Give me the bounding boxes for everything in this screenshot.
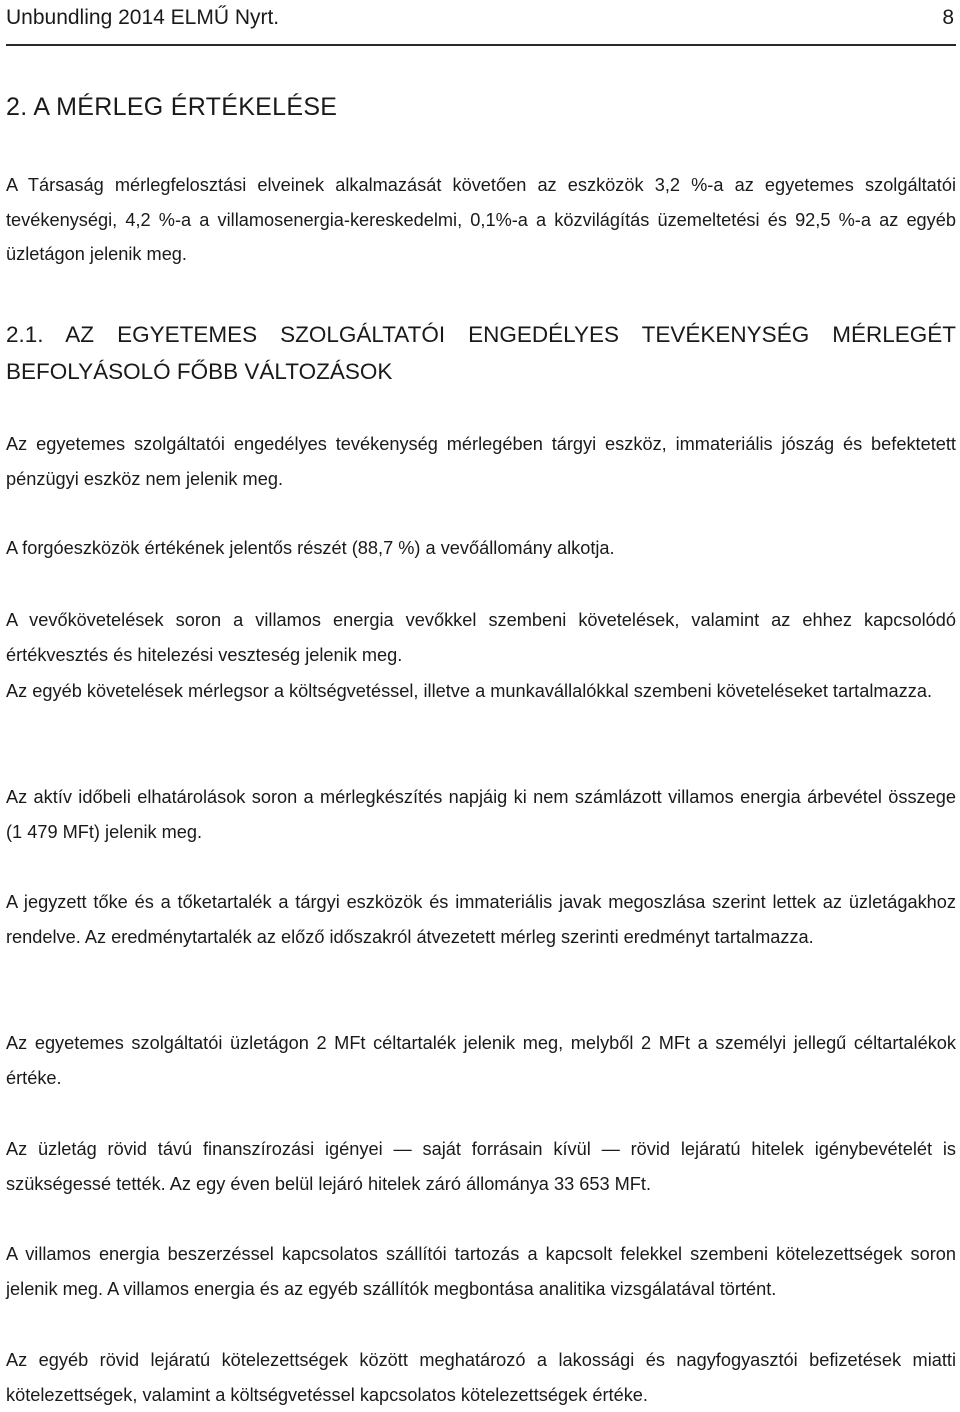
section-heading: 2. A MÉRLEG ÉRTÉKELÉSE — [6, 93, 338, 121]
paragraph: A forgóeszközök értékének jelentős részét (88,7 %) a vevőállomány alkotja. — [6, 538, 615, 558]
page-number: 8 — [942, 6, 954, 29]
section-intro-paragraph: A Társaság mérlegfelosztási elveinek alkalmazását követően az eszközök 3,2 %-a az egyetemes szolgáltatói tevékenységi, 4,2 %-a a villamosenergia-kereskedelmi, 0,1%-a a közvilágítás üzemeltetési és 92,5 %-a az egyéb üzletágon jelenik meg. — [6, 175, 956, 264]
paragraph: Az aktív időbeli elhatárolások soron a mérlegkészítés napjáig ki nem számlázott villamos energia árbevétel összege (1 479 MFt) jelenik meg. — [6, 787, 956, 842]
paragraph: Az egyéb követelések mérlegsor a költségvetéssel, illetve a munkavállalókkal szembeni követeléseket tartalmazza. — [6, 681, 932, 701]
paragraph: A vevőkövetelések soron a villamos energia vevőkkel szembeni követelések, valamint az ehhez kapcsolódó értékvesztés és hitelezési veszteség jelenik meg. — [6, 610, 956, 665]
subsection-heading-line2: BEFOLYÁSOLÓ FŐBB VÁLTOZÁSOK — [6, 359, 393, 384]
paragraph: A villamos energia beszerzéssel kapcsolatos szállítói tartozás a kapcsolt felekkel szembeni kötelezettségek soron jelenik meg. A villamos energia és az egyéb szállítók megbontása analitika vizsgálatával történt. — [6, 1244, 956, 1299]
page-header — [6, 0, 956, 46]
paragraph: A jegyzett tőke és a tőketartalék a tárgyi eszközök és immateriális javak megoszlása szerint lettek az üzletágakhoz rendelve. Az eredménytartalék az előző időszakról átvezetett mérleg szerinti eredményt tartalmazza. — [6, 892, 956, 947]
paragraph: Az egyetemes szolgáltatói engedélyes tevékenység mérlegében tárgyi eszköz, immateriális jószág és befektetett pénzügyi eszköz nem jelenik meg. — [6, 434, 956, 489]
header-title: Unbundling 2014 ELMŰ Nyrt. — [6, 6, 280, 29]
paragraph: Az üzletág rövid távú finanszírozási igényei — saját forrásain kívül — rövid lejáratú hitelek igénybevételét is szükségessé tették. Az egy éven belül lejáró hitelek záró állománya 33 653 MFt. — [6, 1139, 956, 1194]
subsection-heading-line1: 2.1. AZ EGYETEMES SZOLGÁLTATÓI ENGEDÉLYES TEVÉKENYSÉG MÉRLEGÉT — [6, 322, 956, 347]
paragraph: Az egyéb rövid lejáratú kötelezettségek között meghatározó a lakossági és nagyfogyasztói befizetések miatti kötelezettségek, valamint a költségvetéssel kapcsolatos kötelezettségek értéke. — [6, 1350, 956, 1405]
paragraph: Az egyetemes szolgáltatói üzletágon 2 MFt céltartalék jelenik meg, melyből 2 MFt a személyi jellegű céltartalékok értéke. — [6, 1033, 956, 1088]
subsection-heading — [6, 316, 956, 390]
